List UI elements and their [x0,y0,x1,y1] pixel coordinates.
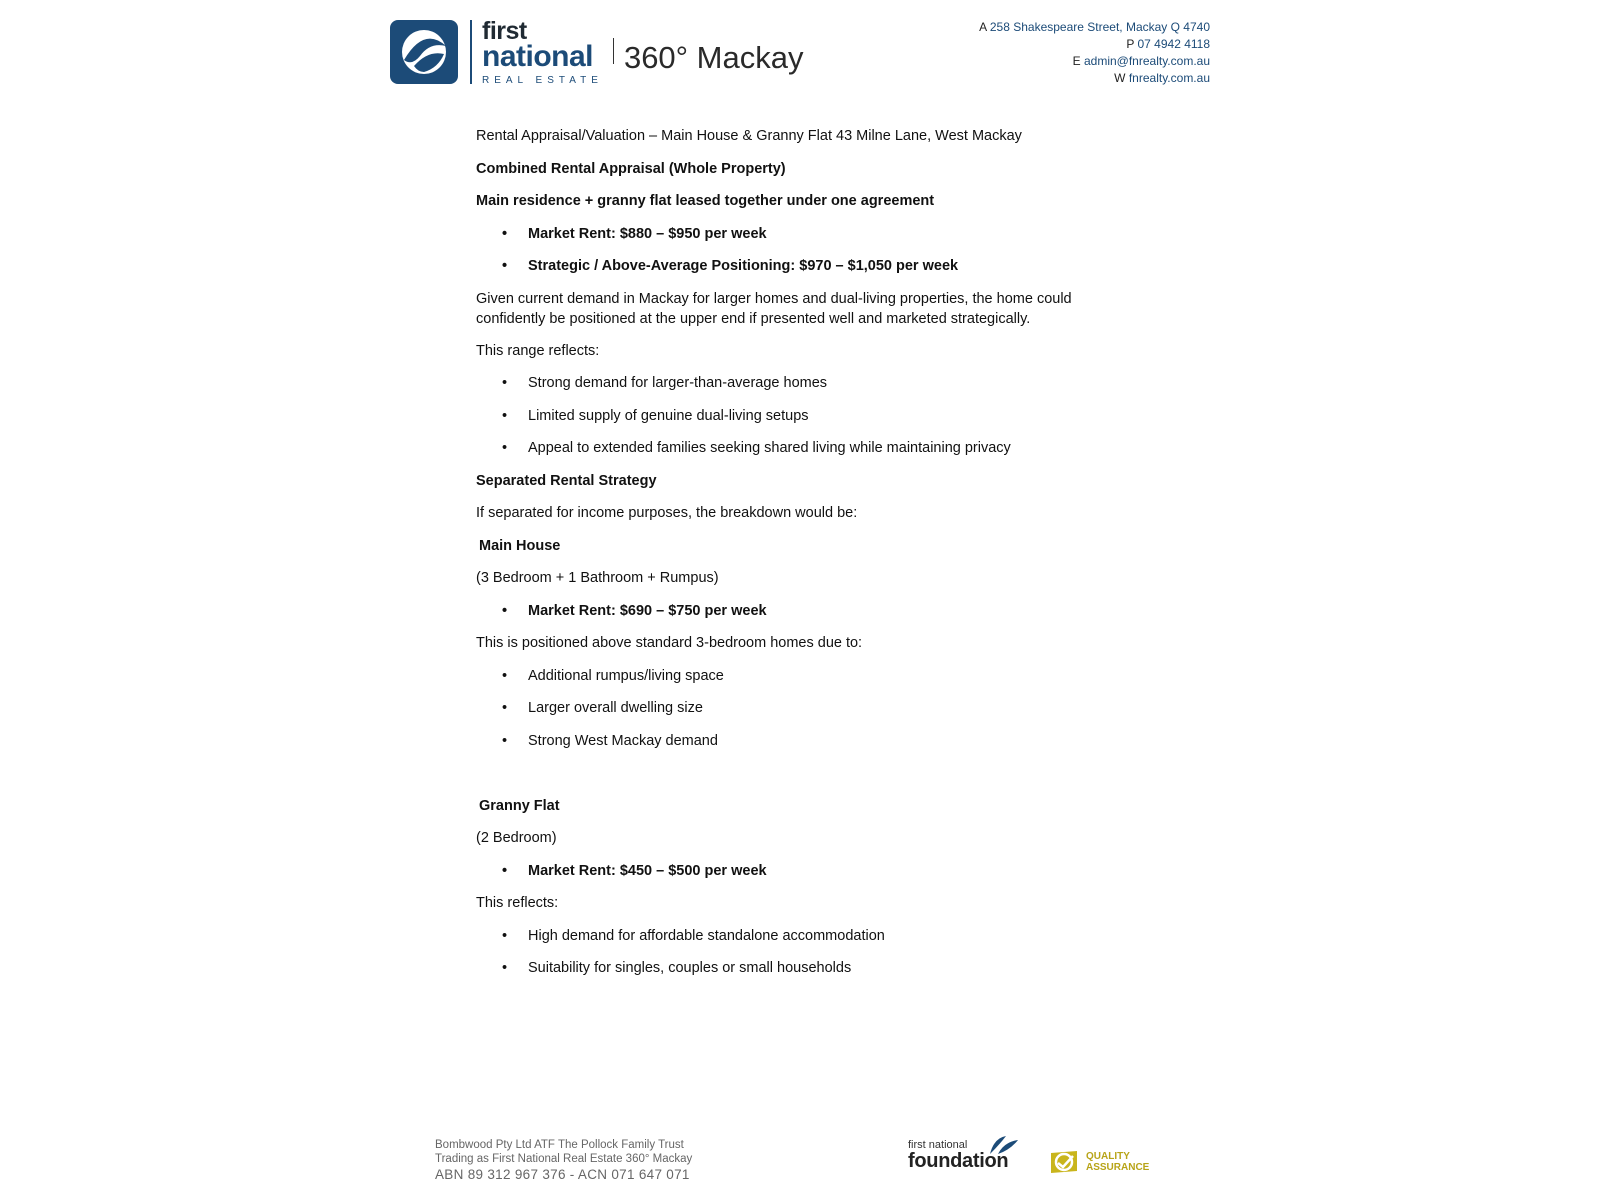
list-item: • Market Rent: $690 – $750 per week [502,602,767,619]
list-item: • Suitability for singles, couples or small households [502,960,852,976]
bullet-icon: • [502,407,508,424]
list-item: • Strong West Mackay demand [502,732,718,749]
office-divider [613,38,614,64]
logo-divider [470,20,472,84]
separated-heading: Separated Rental Strategy [476,472,657,489]
bullet-icon: • [502,440,508,456]
main-house-intro: This is positioned above standard 3-bedroom homes due to: [476,635,863,651]
granny-flat-intro: This reflects: [476,895,559,911]
footer-trading-line: Trading as First National Real Estate 360° Mackay [435,1153,693,1165]
list-item: • Limited supply of genuine dual-living setups [502,407,809,424]
combined-heading: Combined Rental Appraisal (Whole Property) [476,160,786,177]
list-item: • Appeal to extended families seeking shared living while maintaining privacy [502,440,1011,456]
separated-intro: If separated for income purposes, the breakdown would be: [476,505,858,521]
contact-address: A 258 Shakespeare Street, Mackay Q 4740 [979,20,1210,34]
contact-phone: P 07 4942 4118 [1126,37,1210,51]
granny-flat-heading: Granny Flat [479,797,560,814]
foundation-logo [908,1140,1008,1171]
office-name: 360° Mackay [623,40,804,75]
bullet-icon: • [502,927,508,944]
bullet-icon: • [502,602,508,619]
logo-wordmark [482,16,603,86]
main-house-heading: Main House [479,537,561,554]
quality-assurance-icon [1047,1149,1081,1175]
list-item: • Larger overall dwelling size [502,700,703,716]
combined-subheading: Main residence + granny flat leased together under one agreement [476,193,935,209]
list-item: • Strong demand for larger-than-average homes [502,375,828,391]
contact-email: E admin@fnrealty.com.au [1072,54,1210,68]
logo-national: national [482,39,594,73]
email-link[interactable]: admin@fnrealty.com.au [1083,54,1210,68]
spacer [476,763,1116,796]
list-item: • Market Rent: $880 – $950 per week [502,225,767,242]
letterhead [390,12,1210,102]
foundation-logo-small: first national [908,1139,968,1151]
first-national-emblem-icon [390,20,458,84]
contact-details [979,19,1210,87]
bullet-icon: • [502,667,508,684]
main-house-description: (3 Bedroom + 1 Bathroom + Rumpus) [476,570,719,586]
list-item: • Additional rumpus/living space [502,667,724,684]
company-footer [435,1138,692,1182]
foundation-logo-big: foundation [908,1150,1009,1172]
list-item: • Strategic / Above-Average Positioning: $970 – $1,050 per week [502,258,959,274]
bullet-icon: • [502,862,508,879]
footer-trust-line: Bombwood Pty Ltd ATF The Pollock Family Trust [435,1139,684,1151]
appraisal-body [476,126,1116,991]
bullet-icon: • [502,732,508,749]
leaf-icon [988,1134,1020,1156]
logo-real-estate: REAL ESTATE [482,74,603,86]
list-item: • High demand for affordable standalone accommodation [502,927,885,944]
company-logo [390,16,804,88]
granny-flat-description: (2 Bedroom) [476,830,557,846]
logo-first: first [482,16,527,45]
bullet-icon: • [502,225,508,242]
demand-paragraph: Given current demand in Mackay for larger homes and dual-living properties, the home could confidently be positioned at the upper end if presented well and marketed strategically. [476,290,1072,327]
range-intro: This range reflects: [476,342,600,359]
footer-abn: ABN 89 312 967 376 - ACN 071 647 071 [435,1167,690,1182]
bullet-icon: • [502,960,508,976]
bullet-icon: • [502,375,508,391]
document-title: Rental Appraisal/Valuation – Main House & Granny Flat 43 Milne Lane, West Mackay [476,128,1022,144]
contact-website: W fnrealty.com.au [1114,71,1210,85]
bullet-icon: • [502,700,508,716]
quality-assurance-text: QUALITY ASSURANCE [1086,1151,1150,1173]
list-item: • Market Rent: $450 – $500 per week [502,862,767,879]
website-link[interactable]: fnrealty.com.au [1128,71,1210,85]
bullet-icon: • [502,258,508,274]
quality-assurance-logo [1047,1149,1149,1175]
